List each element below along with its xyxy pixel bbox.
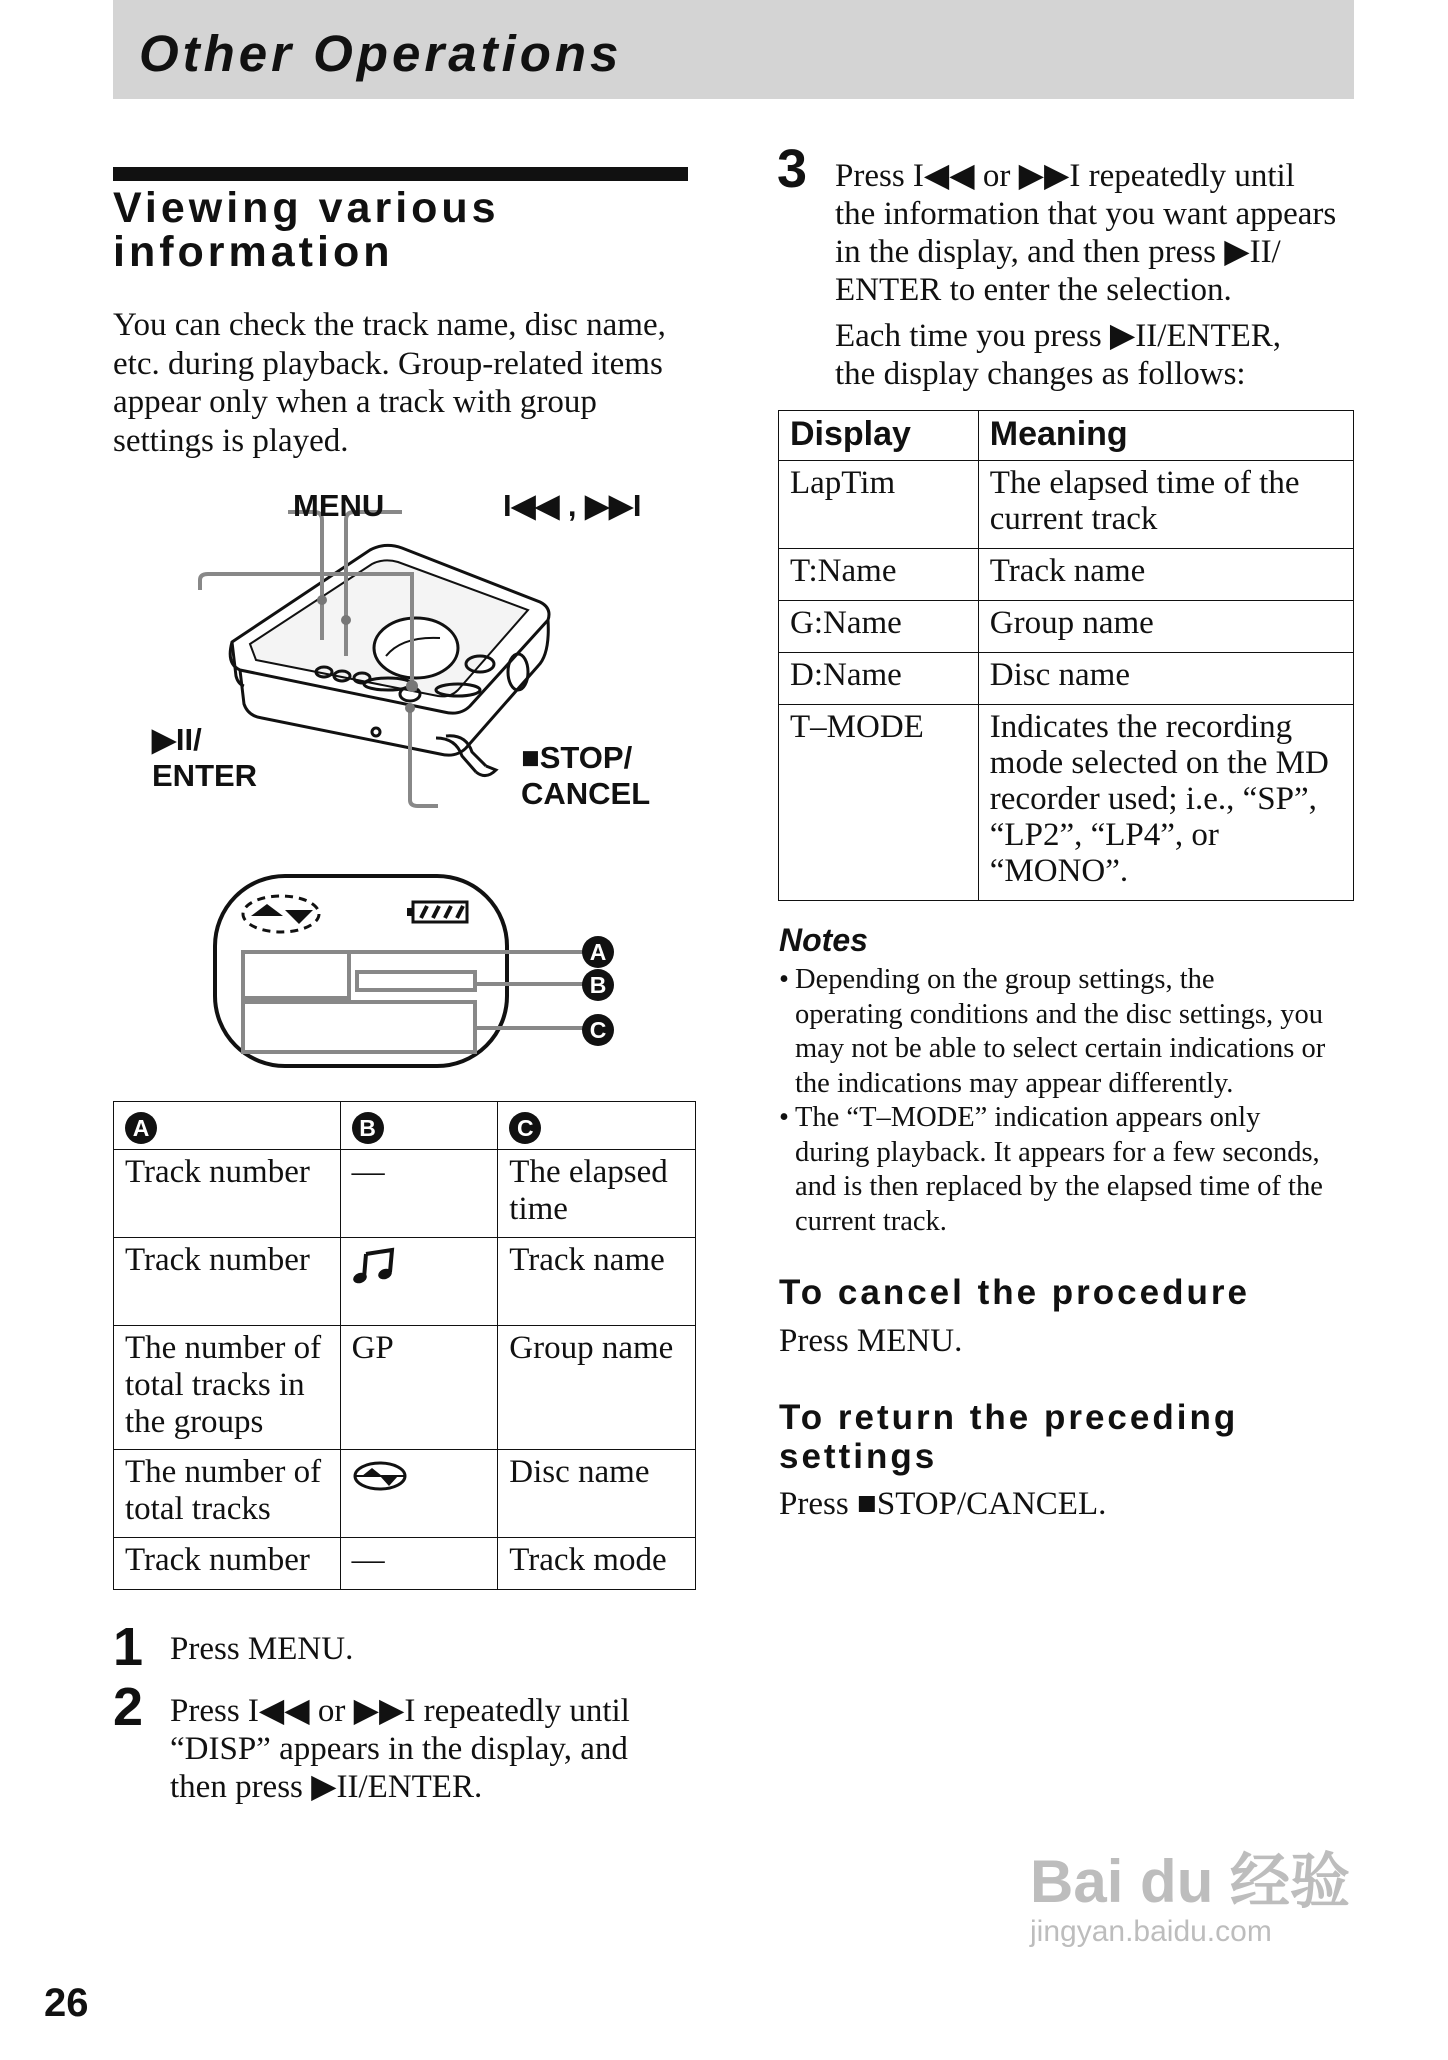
- cell-line: The elapsed: [509, 1154, 668, 1190]
- cell-line: Track number: [125, 1542, 310, 1578]
- cell-line: time: [509, 1191, 568, 1227]
- cell-c: [498, 1326, 696, 1450]
- table-row: [779, 461, 1354, 549]
- section-title: [113, 186, 693, 274]
- cell-line: recorder used; i.e., “SP”,: [989, 781, 1317, 817]
- watermark-line: Bai du 经验: [1030, 1848, 1351, 1915]
- table-row: [779, 549, 1354, 601]
- table-row: [779, 705, 1354, 901]
- step-text: [170, 1630, 353, 1668]
- note-item: [779, 1101, 1359, 1239]
- section-title-line: Viewing various: [113, 184, 500, 232]
- header-cell-meaning: Meaning: [978, 411, 1353, 461]
- cell-a: [114, 1538, 341, 1590]
- step-line: then press ▶II/ENTER.: [170, 1769, 483, 1805]
- header-cell-b: [340, 1102, 498, 1150]
- cell-line: Group name: [989, 605, 1154, 641]
- display-meaning-table: [778, 410, 1354, 901]
- note-line: current track.: [795, 1205, 947, 1237]
- stop-cancel-label-line: CANCEL: [521, 776, 651, 811]
- callout-c-badge: C: [582, 1014, 614, 1046]
- cell-line: The number of: [125, 1330, 322, 1366]
- cell-meaning: [978, 549, 1353, 601]
- return-title-line: To return the preceding: [779, 1398, 1239, 1437]
- watermark-line: jingyan.baidu.com: [1030, 1915, 1272, 1948]
- callout-a-badge: A: [582, 936, 614, 968]
- cell-line: total tracks: [125, 1491, 271, 1527]
- play-enter-label-line: ▶II/: [152, 722, 202, 757]
- play-enter-label: [152, 722, 257, 794]
- intro-line: settings is played.: [113, 422, 349, 459]
- note-line: during playback. It appears for a few seconds,: [795, 1136, 1320, 1168]
- cell-a: [114, 1326, 341, 1450]
- table-header-row: [114, 1102, 696, 1150]
- cell-a: [114, 1450, 341, 1538]
- intro-paragraph: [113, 306, 703, 460]
- return-title-line: settings: [779, 1437, 938, 1476]
- play-enter-label-line: ENTER: [152, 758, 258, 793]
- note-item: [779, 963, 1359, 1101]
- step-number: 3: [777, 139, 808, 199]
- cell-line: current track: [989, 501, 1158, 537]
- table-row: [114, 1238, 696, 1326]
- cancel-procedure-title: To cancel the procedure: [779, 1273, 1250, 1312]
- table-header-row: [779, 411, 1354, 461]
- note-line: • Depending on the group settings, the: [795, 964, 1215, 995]
- step-line: the display changes as follows:: [835, 356, 1246, 392]
- step-line: “DISP” appears in the display, and: [170, 1731, 628, 1767]
- cell-line: Track number: [125, 1242, 310, 1278]
- abc-legend-table: [113, 1101, 696, 1590]
- note-line: and is then replaced by the elapsed time of the: [795, 1171, 1323, 1202]
- cell-meaning: [978, 705, 1353, 901]
- cell-display: T:Name: [779, 549, 979, 601]
- cell-c: [498, 1450, 696, 1538]
- header-cell-c: [498, 1102, 696, 1150]
- page-number: 26: [44, 1981, 89, 2025]
- table-row: [114, 1450, 696, 1538]
- note-line: operating conditions and the disc settings, you: [795, 998, 1323, 1030]
- table-row: [114, 1150, 696, 1238]
- cell-c: [498, 1150, 696, 1238]
- cell-line: Track name: [509, 1242, 665, 1278]
- step-line: the information that you want appears: [835, 196, 1337, 232]
- intro-line: etc. during playback. Group-related items: [113, 345, 663, 382]
- page-header-title: Other Operations: [139, 25, 623, 82]
- cell-meaning: [978, 601, 1353, 653]
- section-rule: [113, 167, 688, 181]
- cell-meaning: [978, 653, 1353, 705]
- header-cell-a: [114, 1102, 341, 1150]
- step-text: [835, 157, 1355, 393]
- step-line: Press I◀◀ or ▶▶I repeatedly until: [170, 1693, 630, 1729]
- menu-label: MENU: [293, 488, 385, 523]
- note-line: the indications may appear differently.: [795, 1067, 1234, 1099]
- cell-line: “LP2”, “LP4”, or: [989, 817, 1219, 853]
- stop-cancel-label-line: ■STOP/: [521, 740, 633, 775]
- cancel-procedure-text: Press MENU.: [779, 1323, 963, 1359]
- cell-meaning: [978, 461, 1353, 549]
- cell-b: GP: [340, 1326, 498, 1450]
- cell-line: Track mode: [509, 1542, 667, 1578]
- cell-b: —: [340, 1150, 498, 1238]
- intro-line: You can check the track name, disc name,: [113, 307, 666, 343]
- step-line: Press MENU.: [170, 1631, 354, 1667]
- skip-buttons-label: I◀◀ , ▶▶I: [503, 488, 642, 523]
- callout-b-badge: B: [582, 969, 614, 1001]
- return-settings-title: [779, 1398, 1238, 1476]
- header-badge: B: [352, 1112, 384, 1144]
- cell-line: Track name: [989, 553, 1146, 589]
- cell-line: mode selected on the MD: [989, 745, 1329, 781]
- table-row: [114, 1538, 696, 1590]
- cell-line: total tracks in: [125, 1367, 305, 1403]
- section-title-line: information: [113, 228, 394, 276]
- cell-display: T–MODE: [779, 705, 979, 901]
- cell-a: [114, 1150, 341, 1238]
- header-badge: C: [509, 1112, 541, 1144]
- cell-b: [340, 1450, 498, 1538]
- table-row: [779, 601, 1354, 653]
- cell-line: “MONO”.: [989, 853, 1129, 889]
- cell-c: [498, 1538, 696, 1590]
- cell-display: G:Name: [779, 601, 979, 653]
- music-note-icon: [352, 1246, 398, 1286]
- step-line: in the display, and then press ▶II/: [835, 234, 1281, 270]
- cell-line: Track number: [125, 1154, 310, 1190]
- cell-line: The elapsed time of the: [989, 465, 1300, 501]
- cell-line: Group name: [509, 1330, 674, 1366]
- cell-b: —: [340, 1538, 498, 1590]
- disc-icon: [352, 1460, 408, 1492]
- notes-title: Notes: [779, 922, 868, 958]
- notes-list: [779, 963, 1359, 1239]
- step-line: Each time you press ▶II/ENTER,: [835, 318, 1282, 354]
- cell-c: [498, 1238, 696, 1326]
- stop-cancel-label: [521, 740, 650, 812]
- step-line: Press I◀◀ or ▶▶I repeatedly until: [835, 158, 1295, 194]
- cell-line: The number of: [125, 1454, 322, 1490]
- intro-line: appear only when a track with group: [113, 384, 597, 420]
- cell-a: [114, 1238, 341, 1326]
- cell-line: the groups: [125, 1404, 264, 1440]
- step-number: 1: [113, 1617, 144, 1677]
- cell-display: D:Name: [779, 653, 979, 705]
- note-line: • The “T–MODE” indication appears only: [795, 1102, 1261, 1133]
- cell-b: [340, 1238, 498, 1326]
- step-text: [170, 1692, 630, 1806]
- cell-line: Disc name: [509, 1454, 650, 1490]
- table-row: [114, 1326, 696, 1450]
- cell-display: LapTim: [779, 461, 979, 549]
- step-number: 2: [113, 1677, 144, 1737]
- lcd-display-illustration: [205, 868, 625, 1068]
- cell-line: Indicates the recording: [989, 709, 1293, 745]
- header-badge: A: [125, 1112, 157, 1144]
- table-row: [779, 653, 1354, 705]
- return-settings-text: Press ■STOP/CANCEL.: [779, 1486, 1107, 1522]
- step-line: ENTER to enter the selection.: [835, 272, 1232, 308]
- cell-line: Disc name: [989, 657, 1130, 693]
- baidu-watermark: [1030, 1850, 1350, 1950]
- header-cell-display: Display: [779, 411, 979, 461]
- note-line: may not be able to select certain indications or: [795, 1033, 1326, 1064]
